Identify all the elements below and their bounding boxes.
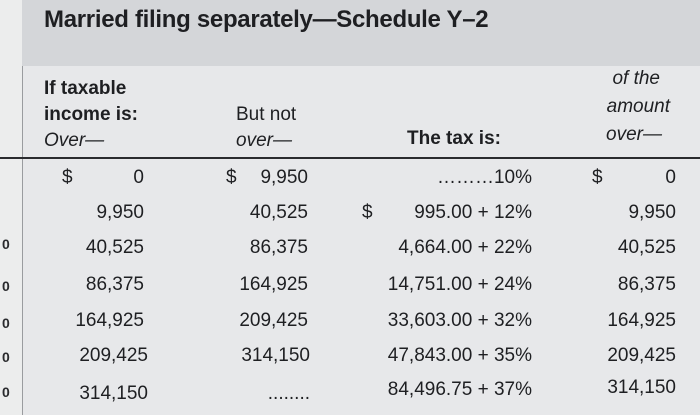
amount-dollar-sign: $ [592, 167, 603, 188]
row-tax-value: 995.00 + 12% [414, 202, 532, 223]
left-edge-mark: 0 [2, 384, 10, 400]
row-over-value: 40,525 [85, 237, 144, 258]
row-amount-over-value: 0 [665, 167, 676, 188]
over-dollar-sign: $ [62, 167, 73, 188]
row-tax-value: ………10% [436, 167, 532, 188]
row-amount-over-value: 164,925 [607, 310, 676, 331]
row-tax-value: 4,664.00 + 22% [398, 237, 532, 258]
row-not-over-value: 86,375 [249, 237, 308, 258]
row-amount-over-value: 86,375 [617, 274, 676, 295]
row-not-over-value: 314,150 [241, 345, 310, 366]
row-tax-value: 33,603.00 + 32% [387, 310, 532, 331]
row-over-value: 164,925 [75, 310, 144, 331]
tax-dollar-sign: $ [362, 202, 373, 223]
row-amount-over-value: 209,425 [607, 345, 676, 366]
header-amount: amount [606, 96, 670, 117]
header-over: Over— [44, 130, 105, 151]
row-tax-value: 14,751.00 + 24% [387, 274, 532, 295]
row-over-value: 314,150 [79, 383, 148, 404]
row-amount-over-value: 314,150 [607, 377, 676, 398]
row-over-value: 86,375 [85, 274, 144, 295]
row-not-over-value: ........ [267, 383, 310, 404]
header-of-the: of the [612, 68, 660, 89]
row-not-over-value: 209,425 [239, 310, 308, 331]
left-edge-mark: 0 [2, 278, 10, 294]
row-not-over-value: 40,525 [249, 202, 308, 223]
header-but-not-over: over— [236, 130, 292, 151]
row-not-over-value: 9,950 [260, 167, 308, 188]
row-amount-over-value: 40,525 [617, 237, 676, 258]
header-income-is: income is: [44, 104, 138, 125]
not-over-dollar-sign: $ [226, 167, 237, 188]
left-edge-mark: 0 [2, 315, 10, 331]
header-tax-is: The tax is: [407, 128, 501, 149]
row-tax-value: 84,496.75 + 37% [387, 379, 532, 400]
header-if-taxable: If taxable [44, 78, 127, 99]
row-tax-value: 47,843.00 + 35% [387, 345, 532, 366]
header-but-not: But not [236, 104, 297, 125]
header-rule [0, 157, 700, 159]
row-not-over-value: 164,925 [239, 274, 308, 295]
header-amount-over: over— [606, 124, 662, 145]
row-over-value: 209,425 [79, 345, 148, 366]
left-edge-mark: 0 [2, 349, 10, 365]
left-edge-mark: 0 [2, 236, 10, 252]
schedule-title: Married filing separately—Schedule Y–2 [44, 6, 489, 33]
left-page-strip [0, 0, 23, 415]
row-amount-over-value: 9,950 [628, 202, 676, 223]
row-over-value: 0 [133, 167, 144, 188]
row-over-value: 9,950 [96, 202, 144, 223]
